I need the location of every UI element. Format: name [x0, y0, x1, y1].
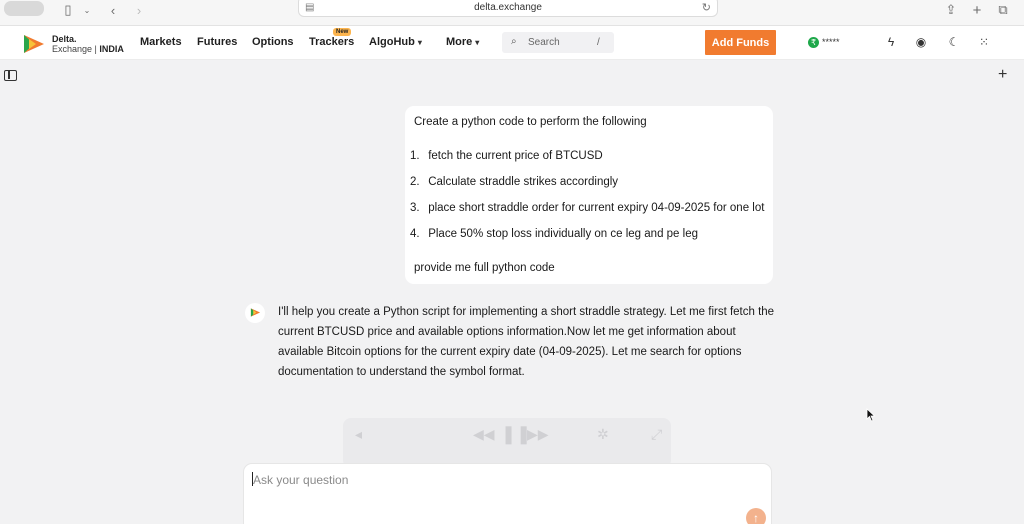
volume-icon: ◂ [355, 426, 363, 442]
question-input[interactable] [243, 463, 772, 524]
list-item: 1. fetch the current price of BTCUSD [410, 150, 603, 162]
account-balance[interactable]: ₹ ***** [808, 37, 840, 48]
list-item: 3. place short straddle order for current expiry 04-09-2025 for one lot [410, 202, 765, 214]
search-shortcut: / [597, 37, 600, 48]
settings-icon: ✲ [597, 426, 609, 442]
back-icon[interactable]: ‹ [110, 2, 116, 18]
search-icon: ⌕ [511, 36, 517, 47]
logo-line-2: Exchange | INDIA [52, 44, 124, 54]
address-bar[interactable] [298, 0, 718, 17]
delta-logo[interactable] [22, 33, 132, 55]
window-pill[interactable] [4, 1, 44, 16]
user-message-intro: Create a python code to perform the following [414, 116, 647, 128]
nav-markets[interactable]: Markets [140, 36, 182, 48]
question-placeholder: Ask your question [253, 473, 349, 487]
mouse-cursor-icon [866, 408, 876, 422]
forward-icon[interactable]: › [136, 2, 142, 18]
url-text: delta.exchange [474, 2, 542, 13]
chevron-down-icon: ▾ [475, 38, 480, 47]
app-header [0, 26, 1024, 60]
rupee-icon: ₹ [808, 37, 819, 48]
new-tab-icon[interactable]: + [972, 1, 982, 19]
apps-grid-icon[interactable]: ⁙ [978, 35, 990, 49]
media-controls-overlay [343, 418, 671, 468]
browser-toolbar [0, 0, 1024, 26]
new-badge: New [333, 28, 351, 36]
nav-trackers[interactable]: Trackers [309, 36, 355, 48]
new-chat-icon[interactable]: + [998, 66, 1008, 83]
logo-line-1: Delta. [52, 34, 77, 44]
page-icon: ▤ [305, 2, 315, 13]
assistant-message: I'll help you create a Python script for implementing a short straddle strategy. Let me first fetch the current BTCUSD price and available options information.Now let me get information about available Bitcoin options for the current expiry date (04-09-2025). Let me search for options documentation to understand the symbol format. [278, 306, 775, 378]
rewind-icon: ◀◀ [473, 426, 495, 442]
nav-more[interactable]: More ▾ [446, 36, 480, 48]
profile-icon[interactable]: ◉ [915, 35, 927, 49]
nav-algohub[interactable]: AlgoHub ▾ [369, 36, 422, 48]
chevron-down-icon: ▾ [417, 38, 422, 47]
expand-icon: ⤢ [651, 426, 663, 442]
pause-icon: ❚❚ [501, 424, 532, 444]
share-icon[interactable]: ⇪ [945, 2, 957, 17]
user-message [405, 106, 773, 284]
sidebar-panel-icon[interactable] [4, 70, 17, 81]
dark-mode-icon[interactable]: ☾ [948, 35, 960, 49]
forward-icon: ▶▶ [527, 426, 549, 442]
lightning-icon[interactable]: ϟ [887, 35, 895, 49]
assistant-avatar [245, 303, 265, 323]
tabs-overview-icon[interactable]: ⧉ [998, 2, 1008, 17]
user-message-outro: provide me full python code [414, 262, 555, 274]
reload-icon[interactable]: ↻ [701, 2, 711, 14]
search-placeholder: Search [528, 37, 560, 48]
search-input[interactable] [502, 32, 614, 53]
chevron-down-icon[interactable]: ⌄ [83, 5, 91, 15]
logo-mark-icon [250, 307, 261, 318]
sidebar-toggle-icon[interactable]: ▯ [64, 2, 72, 17]
arrow-up-icon: ↑ [753, 511, 759, 524]
send-button[interactable] [746, 508, 766, 524]
nav-options[interactable]: Options [252, 36, 294, 48]
add-funds-button[interactable]: Add Funds [705, 30, 776, 55]
logo-mark-icon [22, 33, 46, 55]
nav-futures[interactable]: Futures [197, 36, 238, 48]
list-item: 2. Calculate straddle strikes accordingly [410, 176, 619, 188]
list-item: 4. Place 50% stop loss individually on ce leg and pe leg [410, 228, 698, 240]
